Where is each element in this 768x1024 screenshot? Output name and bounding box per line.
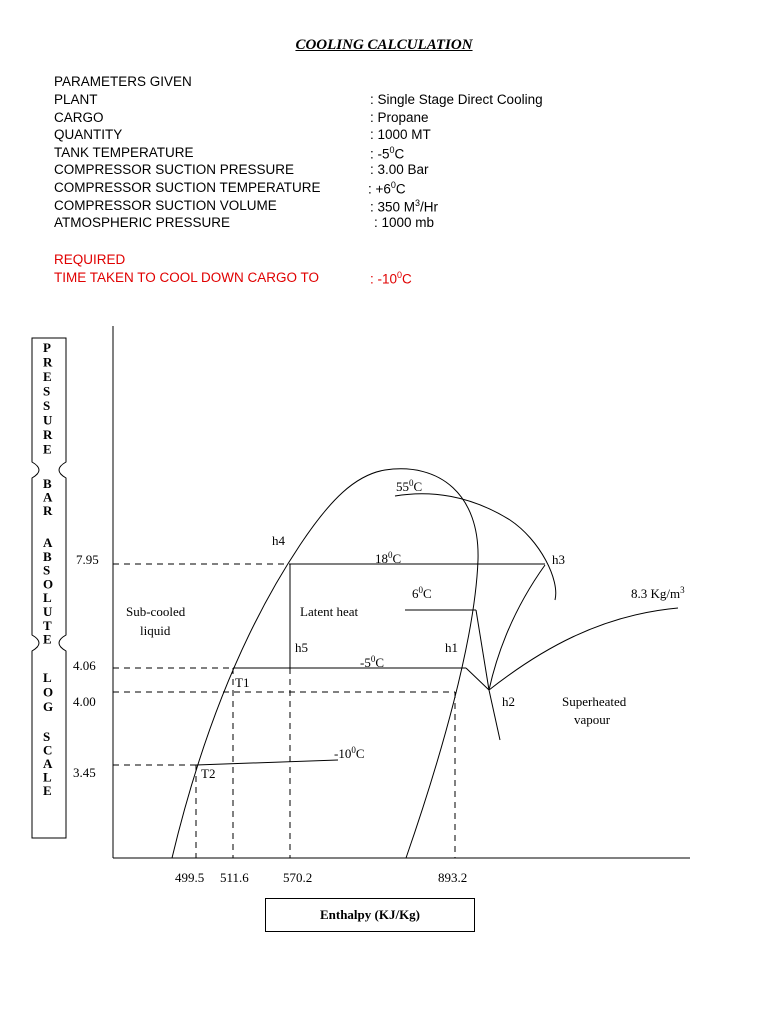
parameter-label: QUANTITY — [54, 127, 123, 143]
pressure-axis-letters — [43, 340, 53, 798]
axis-letter: B — [43, 476, 52, 491]
point-t1: T1 — [235, 675, 250, 690]
h2-tail — [489, 690, 500, 740]
region-superheated-1: Superheated — [562, 694, 627, 709]
parameter-value: : 1000 MT — [370, 127, 431, 143]
required-label: TIME TAKEN TO COOL DOWN CARGO TO — [54, 270, 320, 285]
region-subcooled-2: liquid — [140, 623, 171, 638]
axis-letter: R — [43, 427, 53, 442]
axis-letter: P — [43, 340, 51, 355]
axis-letter: L — [43, 590, 52, 606]
axis-letter: R — [43, 503, 53, 518]
axis-letter: R — [43, 354, 53, 370]
tick-511-6: 511.6 — [220, 870, 249, 885]
label-minus5c: $-5^0C$ — [360, 654, 385, 670]
axis-letter: B — [43, 548, 52, 564]
isotherm-minus10-line — [196, 760, 338, 765]
required-value: : $-10^0C$ — [370, 270, 412, 287]
axis-letter: G — [43, 699, 54, 714]
density-line-8-3 — [489, 608, 678, 690]
axis-letter: S — [43, 398, 51, 413]
axis-letter: E — [43, 369, 52, 384]
axis-letter: U — [43, 604, 53, 619]
enthalpy-axis-label: Enthalpy (KJ/Kg) — [265, 898, 475, 932]
parameter-label: TANK TEMPERATURE — [54, 144, 194, 160]
label-minus10c: $-10^0C$ — [334, 745, 365, 761]
point-t2: T2 — [201, 766, 216, 781]
axis-letter: L — [43, 670, 52, 685]
parameter-label: ATMOSPHERIC PRESSURE — [54, 215, 231, 231]
parameter-value: : Single Stage Direct Cooling — [370, 92, 543, 107]
axis-letter: C — [43, 742, 53, 758]
point-h5: h5 — [295, 640, 308, 655]
label-18c: $18^0C$ — [375, 550, 402, 566]
region-superheated-2: vapour — [574, 712, 611, 727]
parameter-value: : $+6^0C$ — [368, 180, 406, 197]
compression-curve — [489, 565, 545, 690]
parameter-value: : $-5^0C$ — [370, 144, 405, 162]
suction-line — [476, 610, 489, 690]
parameter-value: : 1000 mb — [374, 215, 435, 231]
tick-893-2: 893.2 — [438, 870, 468, 885]
parameter-label: CARGO — [54, 109, 104, 125]
label-6c: $6^0C$ — [412, 585, 432, 601]
parameter-value: : 3.00 Bar — [370, 162, 429, 178]
parameter-label: PLANT — [54, 92, 98, 107]
parameter-label: COMPRESSOR SUCTION PRESSURE — [54, 162, 295, 178]
axis-letter: L — [43, 769, 52, 785]
tick-499-5: 499.5 — [175, 870, 205, 885]
tick-3-45: 3.45 — [73, 765, 96, 780]
axis-letter: T — [43, 617, 52, 633]
tick-570-2: 570.2 — [283, 870, 313, 885]
axis-letter: O — [43, 576, 54, 592]
parameter-value: : Propane — [370, 109, 429, 125]
axis-letter: A — [43, 756, 53, 771]
axis-letter: O — [43, 684, 54, 700]
parameter-label: COMPRESSOR SUCTION TEMPERATURE — [54, 180, 321, 195]
parameter-value: : 350 $M^3/Hr$ — [370, 197, 439, 215]
axis-letter: U — [43, 412, 53, 428]
tick-4-00: 4.00 — [73, 694, 96, 709]
axis-letter: S — [43, 383, 51, 399]
parameter-label: COMPRESSOR SUCTION VOLUME — [54, 197, 277, 213]
point-h4: h4 — [272, 533, 285, 548]
region-latent-heat: Latent heat — [300, 604, 359, 619]
point-h2: h2 — [502, 694, 515, 709]
axis-letter: S — [43, 562, 51, 578]
document-title: COOLING CALCULATION — [295, 37, 473, 53]
axis-letter: A — [43, 489, 53, 505]
axis-letter: A — [43, 535, 53, 550]
label-55c: $55^0C$ — [396, 478, 423, 494]
tick-4-06: 4.06 — [73, 658, 96, 673]
axis-letter: E — [43, 441, 52, 457]
saturation-dome — [172, 469, 478, 858]
axis-letter: E — [43, 631, 52, 647]
axis-letter: S — [43, 729, 51, 744]
tick-7-95: 7.95 — [76, 552, 99, 567]
region-subcooled-1: Sub-cooled — [126, 604, 186, 619]
axis-letter: E — [43, 783, 52, 798]
label-density: 8.3 $Kg/m^3$ — [631, 585, 685, 601]
point-h1: h1 — [445, 640, 458, 655]
point-h3: h3 — [552, 552, 565, 567]
